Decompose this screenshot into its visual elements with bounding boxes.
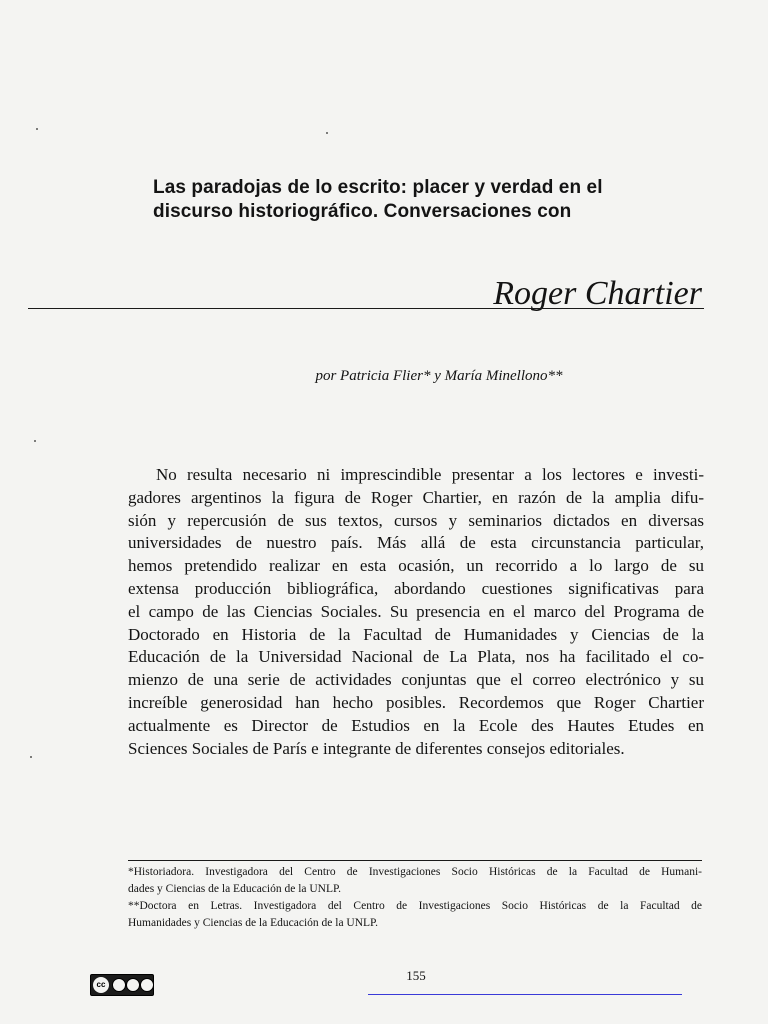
body-line: No resulta necesario ni imprescindible presentar a los lectores e investi- <box>156 465 704 484</box>
link-underline <box>368 994 682 995</box>
footnote-line: *Historiadora. Investigadora del Centro de Investigaciones Socio Históricas de la Facultad de Humani- <box>128 866 702 878</box>
scan-speck <box>30 756 32 758</box>
title-rule <box>28 308 704 309</box>
interviewee-name: Roger Chartier <box>493 275 702 312</box>
scan-speck <box>36 128 38 130</box>
footnotes <box>128 864 702 932</box>
byline: por Patricia Flier* y María Minellono** <box>315 368 563 384</box>
body-line: actualmente es Director de Estudios en la Ecole des Hautes Etudes en <box>128 715 704 735</box>
body-line: Doctorado en Historia de la Facultad de Humanidades y Ciencias de la <box>128 624 704 644</box>
body-line: increíble generosidad han hecho posibles. Recordemos que Roger Chartier <box>128 692 704 712</box>
body-line: extensa producción bibliográfica, abordando cuestiones significativas para <box>128 578 704 598</box>
body-line: Educación de la Universidad Nacional de La Plata, nos ha facilitado el co- <box>128 647 704 667</box>
footnote-line: **Doctora en Letras. Investigadora del Centro de Investigaciones Socio Históricas de la Facultad de <box>128 900 702 912</box>
body-line: hemos pretendido realizar en esta ocasión, un recorrido a lo largo de su <box>128 556 704 576</box>
page-number: 155 <box>406 968 426 983</box>
body-line: universidades de nuestro país. Más allá de esta circunstancia particular, <box>128 533 704 553</box>
scan-speck <box>326 132 328 134</box>
body-line: mienzo de una serie de actividades conjuntas que el correo electrónico y su <box>128 670 704 690</box>
body-paragraph <box>128 464 704 760</box>
body-line: Sciences Sociales de París e integrante de diferentes consejos editoriales. <box>128 738 625 758</box>
footnote-line: Humanidades y Ciencias de la Educación de la UNLP. <box>128 917 379 929</box>
title-line: Las paradojas de lo escrito: placer y verdad en el <box>153 177 603 198</box>
scan-speck <box>34 440 36 442</box>
footnote-rule <box>128 860 702 861</box>
body-line: gadores argentinos la figura de Roger Chartier, en razón de la amplia difu- <box>128 487 704 507</box>
cc-label: cc <box>93 977 109 993</box>
article-title <box>153 176 693 224</box>
title-line: discurso historiográfico. Conversaciones con <box>153 201 572 222</box>
footnote-line: dades y Ciencias de la Educación de la UNLP. <box>128 883 342 895</box>
body-line: sión y repercusión de sus textos, cursos y seminarios dictados en diversas <box>128 510 704 530</box>
body-line: el campo de las Ciencias Sociales. Su presencia en el marco del Programa de <box>128 601 704 621</box>
